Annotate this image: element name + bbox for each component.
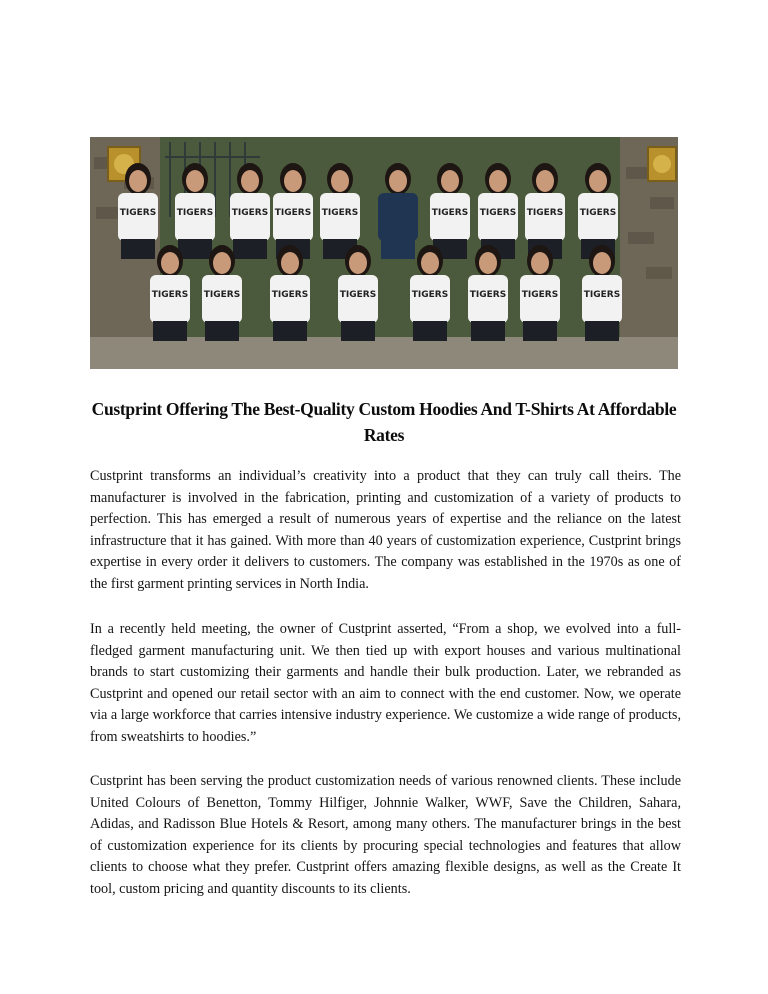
shirt-text: TIGERS	[321, 208, 359, 218]
shirt-text: TIGERS	[274, 208, 312, 218]
shirt-text: TIGERS	[526, 208, 564, 218]
paragraph-1: Custprint transforms an individual’s creativity into a product that they can truly call theirs. The manufacturer is involved in the fabrication, printing and customization of a variety of products to perfection. This has emerged a result of numerous years of expertise and the reliance on the latest infrastructure that it has gained. With more than 40 years of customization experience, Custprint brings expertise in every order it delivers to customers. The company was established in the 1970s as one of the first garment printing services in North India.	[90, 468, 681, 592]
shirt-text: TIGERS	[339, 290, 377, 300]
shirt-text: TIGERS	[271, 290, 309, 300]
article-title: Custprint Offering The Best-Quality Custom Hoodies And T-Shirts At Affordable Rates	[91, 399, 677, 445]
shirt-text: TIGERS	[521, 290, 559, 300]
shirt-text: TIGERS	[231, 208, 269, 218]
paragraph-3: Custprint has been serving the product customization needs of various renowned clients. These include United Colours of Benetton, Tommy Hilfiger, Johnnie Walker, WWF, Save the Children, Sahara, Adidas, and Radisson Blue Hotels & Resort, among many others. The manufacturer brings in the best of customization experience for its clients by procuring special technologies and features that allow clients to choose what they prefer. Custprint offers amazing flexible designs, as well as the Create It tool, custom pricing and quantity discounts to its clients.	[90, 773, 681, 897]
shirt-text: TIGERS	[579, 208, 617, 218]
shirt-text: TIGERS	[583, 290, 621, 300]
paragraph-2: In a recently held meeting, the owner of Custprint asserted, “From a shop, we evolved into a full-fledged garment manufacturing unit. We then tied up with export houses and various multinational brands to start customizing their garments and handle their bulk production. Later, we rebranded as Custprint and opened our retail sector with an aim to connect with the end customer. Now, we operate via a large workforce that carries intensive industry experience. We customize a wide range of products, from sweatshirts to hoodies.”	[90, 621, 681, 745]
shirt-text: TIGERS	[203, 290, 241, 300]
shirt-text: TIGERS	[411, 290, 449, 300]
shirt-text: TIGERS	[151, 290, 189, 300]
shirt-text: TIGERS	[119, 208, 157, 218]
shirt-text: TIGERS	[431, 208, 469, 218]
shirt-text: TIGERS	[469, 290, 507, 300]
shirt-text: TIGERS	[176, 208, 214, 218]
shirt-text: TIGERS	[479, 208, 517, 218]
team-photo-illustration	[90, 137, 678, 369]
team-photo	[90, 137, 678, 369]
